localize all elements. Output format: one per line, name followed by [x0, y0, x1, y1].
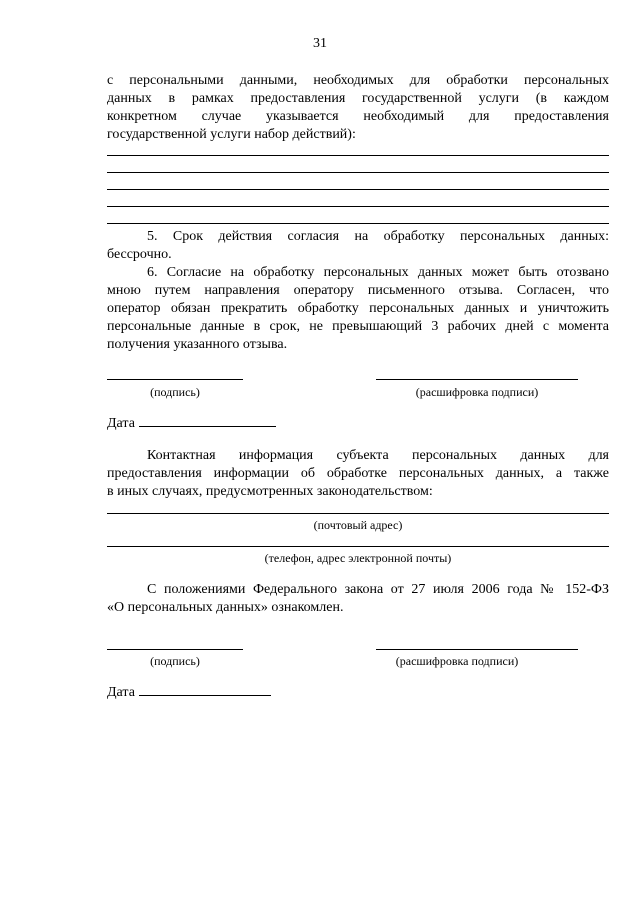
section-6 [107, 264, 609, 354]
section-5 [107, 228, 609, 264]
intro-line: с персональными данными, необходимых для обработки персональных [107, 73, 609, 88]
postal-address-line[interactable] [107, 513, 609, 514]
page-number: 31 [313, 36, 327, 51]
contact-line: в иных случаях, предусмотренных законодательством: [107, 484, 433, 499]
section-5-line: бессрочно. [107, 247, 172, 262]
date-field [107, 414, 276, 432]
intro-line: данных в рамках предоставления государственной услуги (в каждом [107, 91, 609, 106]
section-5-line: 5. Срок действия согласия на обработку персональных данных: [147, 229, 609, 244]
actions-fill-line[interactable] [107, 189, 609, 190]
law-line: С положениями Федерального закона от 27 июля 2006 года № 152-ФЗ [147, 582, 609, 597]
signature-line[interactable] [107, 649, 243, 650]
date-field [107, 683, 271, 701]
intro-line: конкретном случае указывается необходимый для предоставления [107, 109, 609, 124]
signature-decode-caption: (расшифровка подписи) [415, 385, 539, 399]
postal-address-caption: (почтовый адрес) [313, 518, 403, 532]
intro-line: государственной услуги набор действий): [107, 127, 356, 142]
signature-caption: (подпись) [150, 385, 200, 399]
date-label: Дата [107, 416, 135, 431]
phone-email-line[interactable] [107, 546, 609, 547]
intro-paragraph [107, 72, 609, 144]
signature-line[interactable] [107, 379, 243, 380]
contact-line: Контактная информация субъекта персональных данных для [147, 448, 609, 463]
law-paragraph [107, 581, 609, 617]
actions-fill-line[interactable] [107, 223, 609, 224]
contact-paragraph [107, 447, 609, 501]
date-label: Дата [107, 685, 135, 700]
signature-decode-line[interactable] [376, 649, 578, 650]
law-line: «О персональных данных» ознакомлен. [107, 600, 344, 615]
section-6-line: 6. Согласие на обработку персональных данных может быть отозвано [147, 265, 609, 280]
section-6-line: оператор обязан прекратить обработку персональных данных и уничтожить [107, 301, 609, 316]
actions-fill-line[interactable] [107, 206, 609, 207]
date-input-line[interactable] [139, 683, 271, 696]
signature-caption: (подпись) [150, 654, 200, 668]
phone-email-caption: (телефон, адрес электронной почты) [264, 551, 452, 565]
actions-fill-line[interactable] [107, 155, 609, 156]
signature-decode-line[interactable] [376, 379, 578, 380]
contact-line: предоставления информации об обработке персональных данных, а также [107, 466, 609, 481]
section-6-line: получения указанного отзыва. [107, 337, 288, 352]
actions-fill-line[interactable] [107, 172, 609, 173]
signature-decode-caption: (расшифровка подписи) [395, 654, 519, 668]
section-6-line: мною путем направления оператору письменного отзыва. Согласен, что [107, 283, 609, 298]
section-6-line: персональные данные в срок, не превышающий 3 рабочих дней с момента [107, 319, 609, 334]
date-input-line[interactable] [139, 414, 276, 427]
